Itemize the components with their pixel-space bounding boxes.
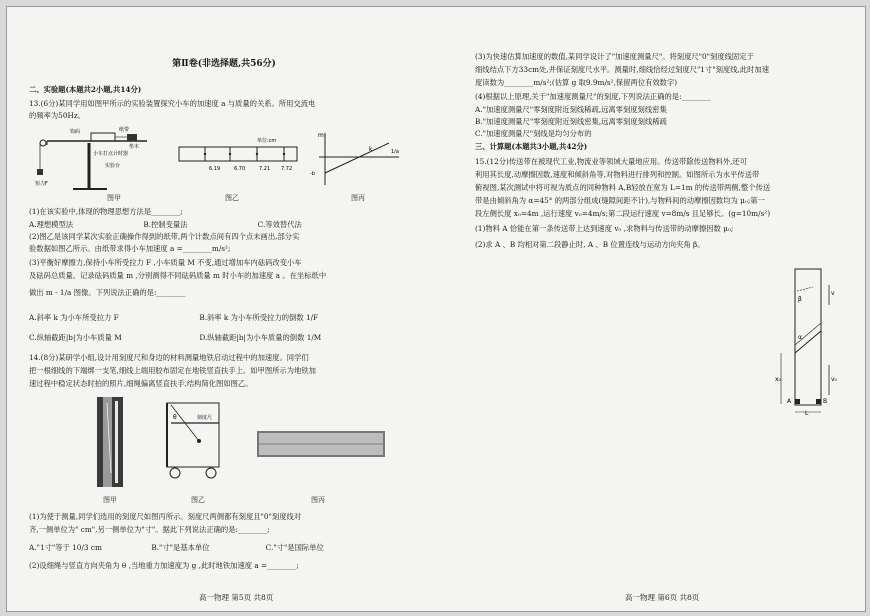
q13-1-opt-a: A.理想模型法 xyxy=(29,220,74,229)
q14-3b: 细线结点下方33cm处,并保证刻度尺水平。测量时,细线恰经过刻度尺"1寸"刻度线,此时加速 xyxy=(475,65,769,74)
fig1-table-label: 实验台 xyxy=(105,163,121,169)
q15-2: (2)求 A 、B 均相对第二段静止时, A 、B 位置连线与运动方向夹角 β。 xyxy=(475,240,705,249)
q15-a: 15.(12分)传送带在被现代工业,物流业等领域大量地应用。传送带除传送物料外,还可 xyxy=(475,157,748,166)
q13-intro-2: 的频率为50Hz。 xyxy=(29,111,85,120)
q14-4: (4)根据以上原理,关于"加速度测量尺"的刻度,下列说法正确的是:________ xyxy=(475,92,711,101)
fig1-force-label: 恒力F xyxy=(35,181,48,187)
q13-3-opt-d: D.纵轴截距|b|为小车质量的倒数 1/M xyxy=(199,333,322,342)
ruler-photo xyxy=(257,431,385,457)
q14-1a: (1)为使于测量,同学们选用的刻度尺如图丙所示。刻度尺两侧都有刻度且"0"刻度线对 xyxy=(29,512,302,521)
m-inverse-a-graph xyxy=(310,132,399,185)
q13-3-opt-b: B.斜率 k 为小车所受拉力的倒数 1/F xyxy=(199,313,319,322)
fig1-m-label: m xyxy=(318,132,324,139)
fig1-inva-label: 1/a xyxy=(391,149,399,155)
q14-a: 14.(8分)某研学小组,设计用刻度尺和身边的材料测量地铁启动过程中的加速度。同学们 xyxy=(29,353,309,362)
q14-3c: 度读数为________m/s²;(估算 g 取9.9m/s²,保留两位有效数字) xyxy=(475,78,678,87)
fig1-caption-c: 图丙 xyxy=(351,194,365,202)
fig1-d3: 7.21 xyxy=(259,166,271,172)
simplified-diagram xyxy=(167,403,219,478)
q13-3-options-cd xyxy=(29,332,419,343)
fig3-x0: x₀ xyxy=(775,376,781,383)
fig1-weight-label: 钩码 xyxy=(70,129,81,135)
q13-3-opt-a: A.斜率 k 为小车所受拉力 F xyxy=(29,313,119,322)
fig3-v: v xyxy=(831,290,835,297)
q14-3a: (3)为快速估算加速度的数值,某同学设计了"加速度测量尺"。将刻度尺"0"刻度线固定于 xyxy=(475,52,754,61)
fig3-B: B xyxy=(823,398,828,405)
page-5 xyxy=(29,7,419,611)
page-6 xyxy=(475,7,850,611)
fig1-pad-label: 垫木 xyxy=(129,144,140,150)
q14-1-options xyxy=(29,542,419,553)
q13-3-options-ab xyxy=(29,312,419,323)
fig1-timer-label: 小车打点计时器 xyxy=(93,151,129,157)
subway-photo xyxy=(97,397,123,487)
q13-3c: 做出 m - 1/a 图像。下列说法正确的是:________ xyxy=(29,288,186,297)
page-5-footer: 高一物理 第5页 共8页 xyxy=(199,593,274,602)
calc-heading: 三、计算题(本题共3小题,共42分) xyxy=(475,142,588,151)
fig1-negb-label: -b xyxy=(310,171,315,177)
fig1-unit-label: 单位:cm xyxy=(257,138,277,144)
q14-figure xyxy=(89,393,389,493)
q13-1-options xyxy=(29,219,419,230)
fig3-v0: v₀ xyxy=(831,376,837,383)
fig2-caption-b: 图乙 xyxy=(191,496,205,504)
q13-1: (1)在该实验中,体现的物理思想方法是________; xyxy=(29,207,183,216)
q15-1: (1)物料 A 恰能在第一条传送带上达到速度 v₀ ,求物料与传送带的动摩擦因数 μ₀; xyxy=(475,224,734,233)
q14-1-opt-c: C."寸"是国际单位 xyxy=(265,543,324,552)
fig3-alpha: α xyxy=(798,334,802,341)
q13-3b: 及砝码总质量。记录砝码质量 m ,分别测得不同砝码质量 m 时小车的加速度 a 。在坐标纸中 xyxy=(29,271,327,280)
exam-sheet xyxy=(6,6,866,612)
q14-4-opt-c: C."加速度测量尺"刻线是均匀分布的 xyxy=(475,129,592,138)
fig3-L: L xyxy=(805,410,809,415)
q13-3-opt-c: C.纵轴截距|b|为小车质量 M xyxy=(29,333,122,342)
page-6-footer: 高一物理 第6页 共8页 xyxy=(625,593,700,602)
tape-diagram xyxy=(179,137,297,172)
q15-c: 俯视图,某次测试中将可视为质点的同种物料 A,B轻放在宽为 L=1m 的传送带两侧,整个传送 xyxy=(475,183,771,192)
q14-2: (2)设细绳与竖直方向夹角为 θ ,当地重力加速度为 g ,此时地铁加速度 a =________; xyxy=(29,561,299,570)
q14-1-opt-b: B."寸"是基本单位 xyxy=(151,543,210,552)
conveyor-figure xyxy=(775,265,845,415)
q15-d: 带是由倾斜角为 α=45° 的两部分组成(缝隙间距不计),与物料间的动摩擦因数均为 μ₀;第一 xyxy=(475,196,765,205)
q14-4-opt-b: B."加速度测量尺"零刻度附近刻线密集,远离零刻度刻线稀疏 xyxy=(475,117,667,126)
fig1-paper-label: 纸带 xyxy=(119,127,130,133)
q14-1b: 齐,一侧单位为" cm",另一侧单位为"寸"。据此下列说法正确的是:________; xyxy=(29,525,270,534)
q13-1-opt-b: B.控制变量法 xyxy=(143,220,188,229)
fig1-caption-a: 图甲 xyxy=(107,194,121,202)
q13-intro-1: 13.(6分)某同学用如图甲所示的实验装置探究小车的加速度 a 与质量的关系。所用交流电 xyxy=(29,99,316,108)
fig1-d2: 6.70 xyxy=(234,166,246,172)
fig3-beta: β xyxy=(798,296,802,303)
fig1-d4: 7.72 xyxy=(281,166,293,172)
q13-3a: (3)平衡好摩擦力,保持小车所受拉力 F ,小车质量 M 不变,通过增加车内砝码改变小车 xyxy=(29,258,302,267)
fig1-k-label: k xyxy=(369,146,373,153)
experiment-heading: 二、实验题(本题共2小题,共14分) xyxy=(29,85,142,94)
q15-e: 段左侧长度 x₀=4m ,运行速度 v₀=4m/s;第二段运行速度 v=8m/s 且足够长。(g=10m/s²) xyxy=(475,209,771,218)
q15-b: 利用其长度,动摩擦因数,速度和倾斜角等,对物料进行排列和控制。如图所示为水平传送带 xyxy=(475,170,760,179)
q14-b: 把一根细线的下端绑一支笔,细线上端用胶布固定在地铁竖直扶手上。如甲图所示为地铁加 xyxy=(29,366,316,375)
fig1-caption-b: 图乙 xyxy=(225,194,239,202)
fig2-caption-a: 图甲 xyxy=(103,496,117,504)
section-title: 第Ⅱ卷(非选择题,共56分) xyxy=(172,59,276,69)
fig1-d1: 6.19 xyxy=(209,166,221,172)
q13-1-opt-c: C.等效替代法 xyxy=(257,220,302,229)
q13-figure xyxy=(29,123,414,203)
q14-1-opt-a: A."1寸"等于 10/3 cm xyxy=(29,543,102,552)
apparatus-diagram xyxy=(35,126,147,189)
fig2-theta: θ xyxy=(173,414,177,421)
fig2-caption-c: 图丙 xyxy=(311,496,325,504)
q14-4-opt-a: A."加速度测量尺"零刻度附近刻线稀疏,远离零刻度刻线密集 xyxy=(475,105,667,114)
q13-2a: (2)图乙是该同学某次实验正确操作得到的纸带,两个计数点间有四个点未画出,部分实 xyxy=(29,232,300,241)
q13-2b: 验数据如图乙所示。由纸带求得小车加速度 a =________m/s²; xyxy=(29,244,231,253)
fig2-ruler-label: 刻度尺 xyxy=(197,415,213,421)
fig3-A: A xyxy=(787,398,792,405)
q14-c: 速过程中稳定状态时拍的照片,细绳偏离竖直扶手,结构简化图如图乙。 xyxy=(29,379,253,388)
